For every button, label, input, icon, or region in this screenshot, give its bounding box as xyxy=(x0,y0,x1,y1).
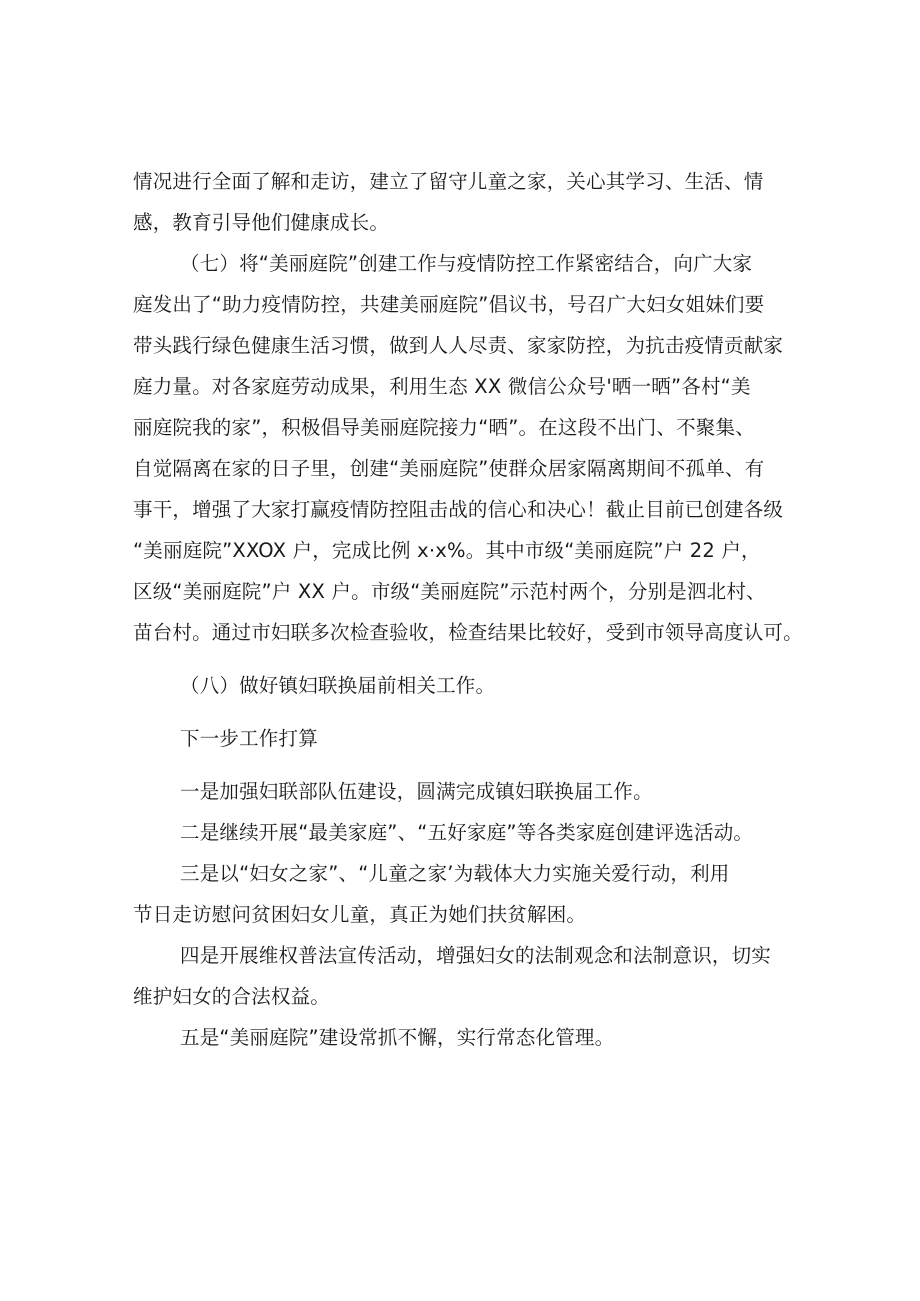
paragraph-line: 感，教育引导他们健康成长。 xyxy=(133,211,390,234)
next-step-item-5: 五是“美丽庭院”建设常抓不懈，实行常态化管理。 xyxy=(180,1026,615,1049)
section-8-heading: （八）做好镇妇联换届前相关工作。 xyxy=(180,674,496,697)
section-7-line: 丽庭院我的家”，积极倡导美丽庭院接力“晒”。在这段不出门、不聚集、 xyxy=(133,416,755,439)
section-7-line: 庭发出了“助力疫情防控，共建美丽庭院”倡议书，号召广大妇女姐妹们要 xyxy=(133,293,765,316)
paragraph-line: 情况进行全面了解和走访，建立了留守儿童之家，关心其学习、生活、情 xyxy=(133,170,764,193)
next-step-item-3: 三是以“妇女之家”、“儿童之家’为载体大力实施关爱行动，利用 xyxy=(180,862,730,885)
next-steps-heading: 下一步工作打算 xyxy=(180,727,318,750)
section-7-line: 自觉隔离在家的日子里，创建“美丽庭院”使群众居家隔离期间不孤单、有 xyxy=(133,457,765,480)
next-step-item-4: 四是开展维权普法宣传活动，增强妇女的法制观念和法制意识，切实 xyxy=(180,944,772,967)
next-step-item-3-cont: 节日走访慰问贫困妇女儿童，真正为她们扶贫解困。 xyxy=(133,903,587,926)
section-7-line: 苗台村。通过市妇联多次检查验收，检查结果比较好，受到市领导高度认可。 xyxy=(133,621,803,644)
section-7-line: （七）将“美丽庭院”创建工作与疫情防控工作紧密结合，向广大家 xyxy=(180,252,753,275)
next-step-item-2: 二是继续开展“最美家庭”、“五好家庭”等各类家庭创建评选活动。 xyxy=(180,821,754,844)
section-7-line: 事干，增强了大家打赢疫情防控阻击战的信心和决心！截止目前已创建各级 xyxy=(133,498,784,521)
next-step-item-1: 一是加强妇联部队伍建设，圆满完成镇妇联换届工作。 xyxy=(180,780,653,803)
next-step-item-4-cont: 维护妇女的合法权益。 xyxy=(133,985,331,1008)
section-7-line: 区级“美丽庭院”户 XX 户。市级“美丽庭院”示范村两个，分别是泗北村、 xyxy=(133,580,766,603)
section-7-line: “美丽庭院”XXOX 户，完成比例 x·x%。其中市级“美丽庭院”户 22 户， xyxy=(133,539,761,562)
section-7-line: 庭力量。对各家庭劳动成果，利用生态 XX 微信公众号'晒一晒”各村“美 xyxy=(133,375,751,398)
section-7-line: 带头践行绿色健康生活习惯，做到人人尽责、家家防控，为抗击疫情贡献家 xyxy=(133,334,784,357)
